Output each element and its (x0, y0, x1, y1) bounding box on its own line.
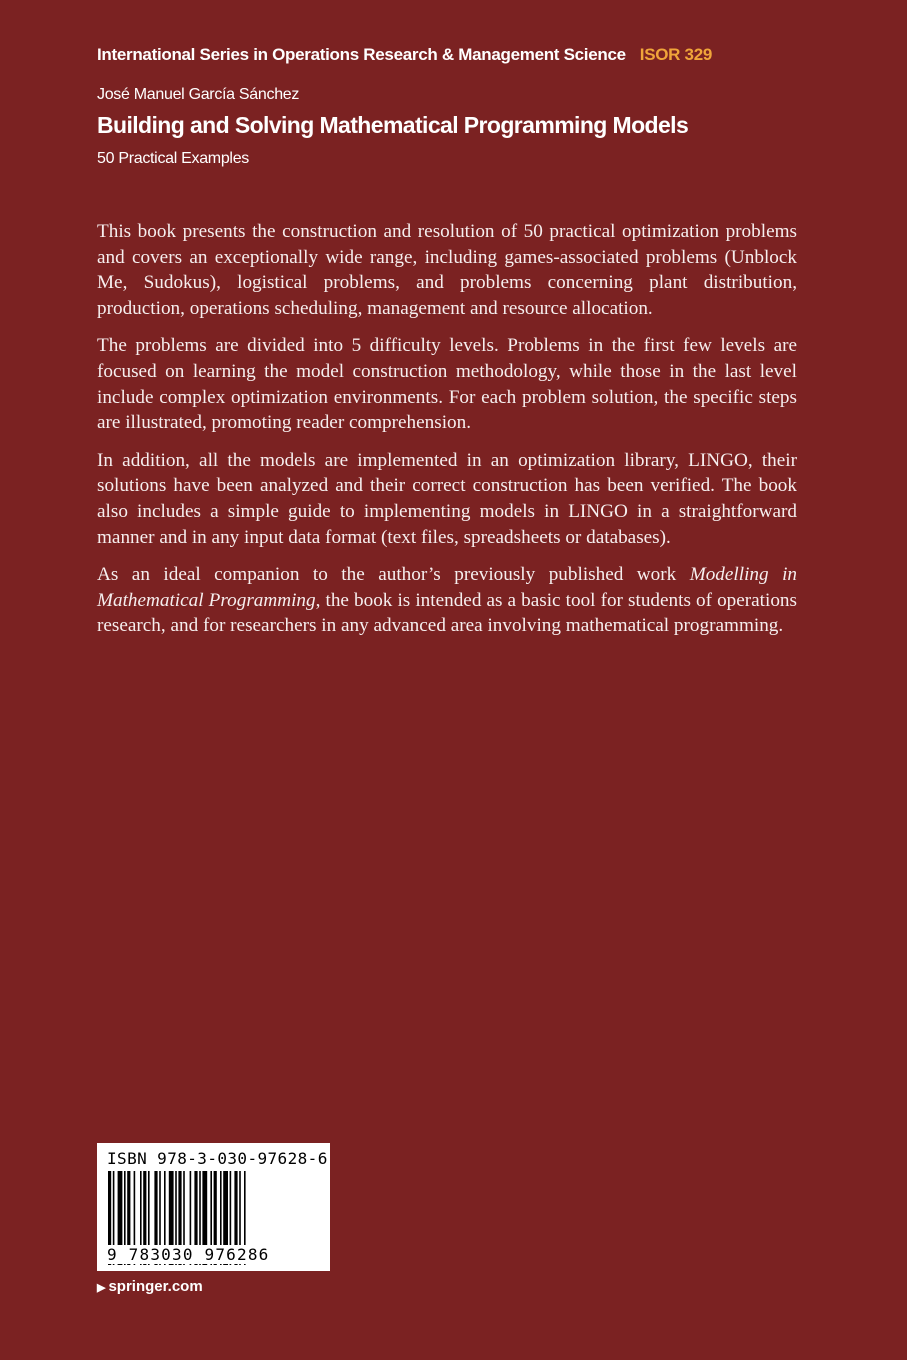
book-title: Building and Solving Mathematical Programming Models (97, 112, 689, 138)
description-text: As an ideal companion to the author’s previously published work (97, 564, 690, 586)
book-description (97, 219, 797, 651)
series-line (97, 45, 712, 65)
publisher-url: springer.com (108, 1278, 203, 1295)
publisher-link[interactable] (97, 1278, 203, 1295)
book-subtitle: 50 Practical Examples (97, 150, 249, 167)
companion-book-title: Modelling in Mathematical Programming (97, 564, 797, 611)
ean-digits: 9 783030 976286 (107, 1245, 270, 1264)
series-name: International Series in Operations Research & Management Science (97, 45, 626, 64)
arrow-right-icon: ▶ (97, 1282, 106, 1294)
isbn-barcode (97, 1143, 330, 1271)
description-paragraph: The problems are divided into 5 difficulty levels. Problems in the first few levels are focused on learning the model construction methodology, while those in the last level include complex optimization environments. For each problem solution, the specific steps are illustrated, promoting reader comprehension. (97, 335, 797, 434)
description-paragraph (97, 562, 797, 639)
author-name: José Manuel García Sánchez (97, 86, 300, 103)
description-paragraph: This book presents the construction and resolution of 50 practical optimization problems and covers an exceptionally wide range, including games-associated problems (Unblock Me, Sudokus), logistical problems, and problems concerning plant distribution, production, operations scheduling, management and resource allocation. (97, 221, 797, 319)
isbn-label: ISBN 978-3-030-97628-6 (107, 1149, 328, 1168)
description-text: , the book is intended as a basic tool for students of operations research, and for researchers in any advanced area involving mathematical programming. (97, 589, 797, 637)
series-number: ISOR 329 (639, 45, 713, 64)
description-paragraph: In addition, all the models are implemented in an optimization library, LINGO, their solutions have been analyzed and their correct construction has been verified. The book also includes a simple guide to implementing models in LINGO in a straightforward manner and in any input data format (text files, spreadsheets or databases). (97, 449, 797, 548)
